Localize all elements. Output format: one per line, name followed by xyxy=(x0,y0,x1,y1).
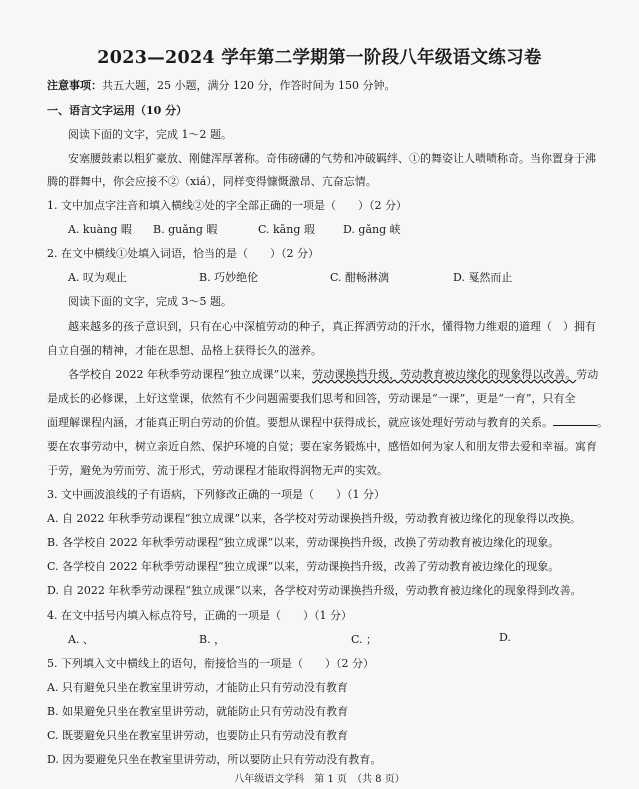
q1-option-a: A. kuàng 暇 xyxy=(68,223,132,236)
reading-instruction-2: 阅读下面的文字，完成 3～5 题。 xyxy=(68,295,232,308)
notice-label: 注意事项： xyxy=(47,79,102,92)
passage3-line3: 面理解课程内涵，才能真正明白劳动的价值。要想从课程中获得成长，就应该处理好劳动与教育的关系。 。 xyxy=(47,416,608,429)
q5-option-d: D. 因为要避免只坐在教室里讲劳动，所以要防止只有劳动没有教育。 xyxy=(47,753,382,766)
q4-option-a: A. 、 xyxy=(68,633,94,646)
answer-blank xyxy=(553,417,597,426)
q1-option-c: C. kāng 瑕 xyxy=(258,223,315,236)
q5-option-b: B. 如果避免只坐在教室里讲劳动，就能防止只有劳动没有教育 xyxy=(47,705,349,718)
q5-option-c: C. 既要避免只坐在教室里讲劳动，也要防止只有劳动没有教育 xyxy=(47,729,349,742)
passage2-line1: 越来越多的孩子意识到，只有在心中深植劳动的种子，真正挥洒劳动的汗水，懂得物力维艰的道理（ ）拥有 xyxy=(68,320,596,333)
passage3-line1-start: 各学校自 2022 年秋季劳动课程“独立成课”以来， xyxy=(68,368,313,381)
question-3: 3. 文中画波浪线的子有语病，下列修改正确的一项是（ ）（1 分） xyxy=(47,488,385,501)
q5-option-a: A. 只有避免只坐在教室里讲劳动，才能防止只有劳动没有教育 xyxy=(47,681,348,694)
passage3-line3-text: 面理解课程内涵，才能真正明白劳动的价值。要想从课程中获得成长，就应该处理好劳动与教育的关系。 xyxy=(47,416,553,429)
question-1: 1. 文中加点字注音和填入横线②处的字全部正确的一项是（ ）（2 分） xyxy=(47,199,407,212)
passage3-line5: 于劳，避免为劳而劳、流于形式，劳动课程才能取得润物无声的实效。 xyxy=(47,464,388,477)
q2-option-c: C. 酣畅淋漓 xyxy=(330,271,390,284)
exam-title: 2023—2024 学年第二学期第一阶段八年级语文练习卷 xyxy=(97,48,542,68)
page-footer: 八年级语文学科 第 1 页 （共 8 页） xyxy=(234,774,405,785)
notice-text: 共五大题，25 小题，满分 120 分，作答时间为 150 分钟。 xyxy=(102,79,396,92)
q1-option-d: D. gǎng 峡 xyxy=(343,223,401,236)
q3-option-d: D. 自 2022 年秋季劳动课程“独立成课”以来，各学校对劳动课换挡升级，劳动教育被边缘化的现象得到改善。 xyxy=(47,584,582,597)
question-5: 5. 下列填入文中横线上的语句，衔接恰当的一项是（ ）（2 分） xyxy=(47,657,374,670)
passage3-line1 xyxy=(68,366,598,382)
q2-option-b: B. 巧妙绝伦 xyxy=(199,271,259,284)
q3-option-a: A. 自 2022 年秋季劳动课程“独立成课”以来，各学校对劳动课换挡升级，劳动教育被边缘化的现象得以改换。 xyxy=(47,512,582,525)
question-4: 4. 在文中括号内填入标点符号，正确的一项是（ ）（1 分） xyxy=(47,609,352,622)
wavy-underlined-sentence: 劳动课换挡升级，劳动教育被边缘化的现象得以改善。 xyxy=(312,368,577,381)
q1-option-b: B. guǎng 暇 xyxy=(153,223,218,236)
passage2-line2: 自立自强的精神，才能在思想、品格上获得长久的滋养。 xyxy=(47,344,322,357)
q2-option-a: A. 叹为观止 xyxy=(68,271,127,284)
reading-instruction-1: 阅读下面的文字，完成 1～2 题。 xyxy=(68,128,232,141)
question-2: 2. 在文中横线①处填入词语，恰当的是（ ）（2 分） xyxy=(47,247,319,260)
passage3-line1-end: 劳动 xyxy=(576,368,599,381)
passage1-line1: 安塞腰鼓素以粗犷豪放、刚健浑厚著称。奇伟磅礴的气势和冲破羁绊、①的舞姿让人啧啧称奇。当你置身于沸 xyxy=(68,152,596,165)
section-heading: 一、语言文字运用（10 分） xyxy=(47,104,188,117)
passage3-line2: 是成长的必修课，上好这堂课，依然有不少问题需要我们思考和回答，劳动课是“一课”，更是“一育”，只有全 xyxy=(47,392,576,405)
q2-option-d: D. 戛然而止 xyxy=(453,271,513,284)
q4-option-c: C. ； xyxy=(351,633,378,646)
passage3-line4: 要在农事劳动中，树立亲近自然、保护环境的自觉；要在家务锻炼中，感悟如何为家人和朋友带去爱和幸福。寓育 xyxy=(47,440,597,453)
q4-option-d: D. xyxy=(499,631,511,644)
q4-option-b: B. ， xyxy=(199,633,226,646)
q3-option-c: C. 各学校自 2022 年秋季劳动课程“独立成课”以来，劳动课换挡升级，改善了劳动教育被边缘化的现象。 xyxy=(47,560,560,573)
q3-option-b: B. 各学校自 2022 年秋季劳动课程“独立成课”以来，劳动课换挡升级，改换了劳动教育被边缘化的现象。 xyxy=(47,536,560,549)
passage1-line2: 腾的群舞中，你会应接不②（xiá），同样变得慷慨激昂、亢奋忘情。 xyxy=(47,175,377,188)
notice xyxy=(47,77,395,93)
